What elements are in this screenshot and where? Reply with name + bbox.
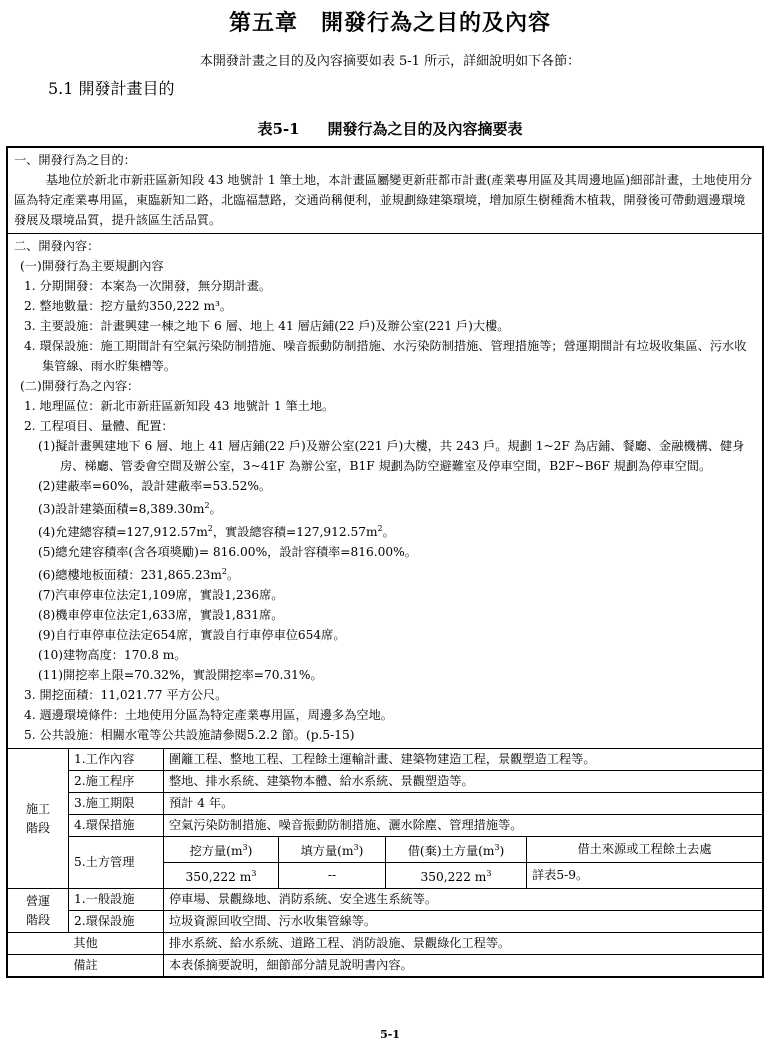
content-item: 2. 整地數量：挖方量約350,222 m³。 (24, 299, 233, 313)
content-item: 5. 公共設施：相關水電等公共設施請參閱5.2.2 節。(p.5-15) (24, 728, 355, 743)
purpose-heading: 一、開發行為之目的： (14, 153, 136, 167)
engineering-item: (5)總允建容積率(含各項獎勵)= 816.00%，設計容積率=816.00%。 (38, 545, 417, 560)
table-row (8, 771, 762, 793)
row-value: 圍籬工程、整地工程、工程餘土運輸計畫、建築物建造工程，景觀塑造工程等。 (164, 749, 763, 771)
content-engineering: 2. 工程項目、量體、配置： (24, 419, 174, 433)
row-value: 空氣污染防制措施、噪音振動防制措施、灑水除塵、管理措施等。 (164, 815, 763, 837)
content-sub2: (二)開發行為之內容： (20, 379, 140, 393)
row-value: 垃圾資源回收空間、污水收集管線等。 (164, 911, 763, 933)
row-label: 1.工作內容 (69, 749, 164, 771)
page-number: 5-1 (380, 1028, 400, 1041)
table-title-text: 開發行為之目的及內容摘要表 (327, 120, 523, 138)
section-title: 5.1 開發計畫目的 (48, 79, 175, 98)
other-label: 其他 (8, 933, 164, 955)
row-label: 4.環保措施 (69, 815, 164, 837)
earthwork-header-borrow: 借(棄)土方量$(m^3)$ (386, 837, 527, 863)
purpose-text: 基地位於新北市新莊區新知段 43 地號計 1 筆土地，本計畫區屬變更新莊都市計畫(產業專用區及其周邊地區)細部計畫，土地使用分區為特定產業專用區，東臨新知二路，北臨福慧路，交通尚稱便利，並規劃綠建築環境，增加原生樹種喬木植栽，開發後可帶動週邊環境發展及環境品質，提升該區生活品質。 (14, 173, 753, 227)
row-label: 2.環保設施 (69, 911, 164, 933)
table-title-label: 表5-1 (257, 120, 300, 138)
earthwork-cut-value: 350,222 $m^3$ (164, 863, 279, 889)
row-label: 2.施工程序 (69, 771, 164, 793)
chapter-title: 第五章 開發行為之目的及內容 (228, 10, 551, 36)
content-item: 4. 週邊環境條件：土地使用分區為特定產業專用區，周邊多為空地。 (24, 708, 393, 723)
engineering-item: (4)允建總容積$=127,912.57m^2$，實設總容積$=127,912.57m^2$。 (38, 524, 395, 540)
intro-text: 本開發計畫之目的及內容摘要如表 5-1 所示，詳細說明如下各節： (199, 54, 581, 69)
earthwork-header-cut: 挖方量$(m^3)$ (164, 837, 279, 863)
content-item: 1. 分期開發：本案為一次開發，無分期計畫。 (24, 279, 272, 293)
engineering-item: (3)設計建築面積$=8,389.30m^2$。 (38, 501, 222, 517)
other-value: 排水系統、給水系統、道路工程、消防設施、景觀綠化工程等。 (164, 933, 763, 955)
table-row (8, 815, 762, 837)
table-title (0, 118, 780, 139)
earthwork-borrow-value: 350,222 $m^3$ (386, 863, 527, 889)
earthwork-header-source: 借土來源或工程餘土去處 (527, 837, 763, 863)
table-row (8, 889, 762, 911)
content-section (8, 234, 762, 748)
content-location: 1. 地理區位：新北市新莊區新知段 43 地號計 1 筆土地。 (24, 399, 335, 413)
table-row (8, 793, 762, 815)
summary-table (6, 146, 764, 978)
phase-table (8, 748, 762, 976)
construction-phase-label: 施工 階段 (8, 749, 69, 889)
engineering-item: (9)自行車停車位法定654席，實設自行車停車位654席。 (38, 628, 346, 643)
engineering-item: (7)汽車停車位法定1,109席，實設1,236席。 (38, 588, 284, 603)
earthwork-label: 5.土方管理 (69, 837, 164, 889)
row-label: 1.一般設施 (69, 889, 164, 911)
operation-phase-label: 營運 階段 (8, 889, 69, 933)
row-label: 3.施工期限 (69, 793, 164, 815)
purpose-section (8, 148, 762, 234)
earthwork-fill-value: -- (279, 863, 386, 889)
table-row (8, 749, 762, 771)
content-item: 3. 主要設施：計畫興建一棟之地下 6 層、地上 41 層店鋪(22 戶)及辦公室(221 戶)大樓。 (24, 319, 510, 333)
table-row (8, 911, 762, 933)
content-item: 3. 開挖面積：11,021.77 平方公尺。 (24, 688, 228, 703)
table-row (8, 837, 762, 863)
remark-value: 本表係摘要說明，細節部分請見說明書內容。 (164, 955, 763, 977)
engineering-item: (10)建物高度：170.8 m。 (38, 648, 187, 663)
engineering-item: (8)機車停車位法定1,633席，實設1,831席。 (38, 608, 284, 623)
engineering-item: (6)總樓地板面積：$231,865.23m^2$。 (38, 567, 240, 583)
row-value: 預計 4 年。 (164, 793, 763, 815)
table-row (8, 955, 762, 977)
engineering-item: (11)開挖率上限=70.32%，實設開挖率=70.31%。 (38, 668, 323, 683)
row-value: 整地、排水系統、建築物本體、給水系統、景觀塑造等。 (164, 771, 763, 793)
engineering-item: (2)建蔽率=60%，設計建蔽率=53.52%。 (38, 479, 272, 493)
table-row (8, 933, 762, 955)
content-sub1: (一)開發行為主要規劃內容 (20, 259, 164, 273)
content-item: 4. 環保設施：施工期間計有空氣污染防制措施、噪音振動防制措施、水污染防制措施、管理措施等；營運期間計有垃圾收集區、污水收集管線、雨水貯集槽等。 (24, 339, 747, 373)
earthwork-source-value: 詳表5-9。 (527, 863, 763, 889)
row-value: 停車場、景觀綠地、消防系統、安全逃生系統等。 (164, 889, 763, 911)
remark-label: 備註 (8, 955, 164, 977)
content-heading: 二、開發內容： (14, 239, 100, 253)
earthwork-header-fill: 填方量$(m^3)$ (279, 837, 386, 863)
engineering-item: (1)擬計畫興建地下 6 層、地上 41 層店鋪(22 戶)及辦公室(221 戶)大樓，共 243 戶。規劃 1~2F 為店鋪、餐廳、金融機構、健身房、梯廳、管委會空間及辦公室，3~41F 為辦公室，B1F 規劃為防空避難室及停車空間，B2F~B6F 規劃為停車空間。 (38, 439, 745, 473)
